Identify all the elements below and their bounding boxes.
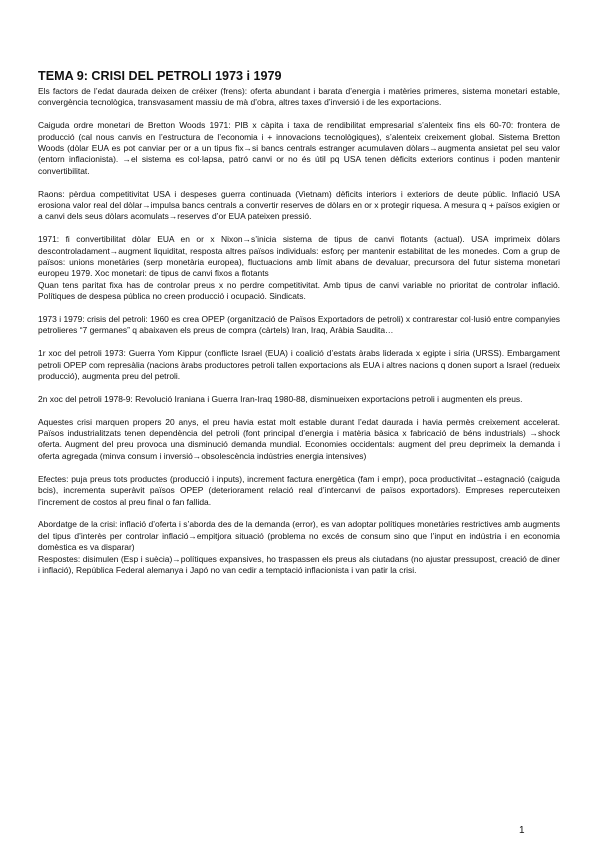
paragraph-primer-xoc: 1r xoc del petroli 1973: Guerra Yom Kippur (conflicte Israel (EUA) i coalició d’estats àrabs liderada x egipte i síria (URSS). Embargament petroli OPEP com represàlia (nacions àrabs productores petroli tallen exportacions als EUA i altres nacions q donen suport a Israel (redueix producció), augmenta preu del petroli. [38, 348, 560, 382]
paragraph-aquestes-crisi: Aquestes crisi marquen propers 20 anys, el preu havia estat molt estable durant l’edat daurada i havia permès creixement accelerat. Països industrialitzats tenen dependència del petroli (font principal d’energia i matèria bàsica x fabricació de béns industrials) →shock oferta. Augment del preu provoca una disminució demanda mundial. Economies occidentals: augment del preu deprimeix la demanda i oferta agregada (minva consum i inversió→obsolescència indústries energia intensives) [38, 416, 560, 461]
paragraph-raons: Raons: pèrdua competitivitat USA i despeses guerra continuada (Vietnam) dèficits interiors i exteriors de deute públic. Inflació USA erosiona valor real del dòlar→impulsa bancs centrals a convertir reserves de dòlars en or x protegir riquesa. A mesura q + països exigien or a canvi dels seus dòlars acomulats→reserves d’or EUA pateixen pressió. [38, 188, 560, 222]
paragraph-respostes: Respostes: disimulen (Esp i suècia)→polítiques expansives, ho traspassen els preus als ciutadans (no ajustar pressupost, creació de diner i inflació), República Federal alemanya i Japó no van cedir a temptació inflacionista i van patir la crisi. [38, 553, 560, 575]
paragraph-crisis-petroli: 1973 i 1979: crisis del petroli: 1960 es crea OPEP (organització de Països Exportadors de petroli) x contrarestar col·lusió entre companyies petrolieres “7 germanes” q abaixaven els preus de compra (càrtels) Iran, Iraq, Aràbia Saudita… [38, 314, 560, 336]
paragraph-bretton-woods: Caiguda ordre monetari de Bretton Woods 1971: PIB x càpita i taxa de rendibilitat empresarial s’alenteix fins els 60-70: frontera de producció (cal nous canvis en l’estructura de l’economia i + innovacions tecnològiques), s’alenteix creixement global. Sistema Bretton Woods (dòlar EUA es pot canviar per or a un tipus fix→si bancs centrals estranger acumulaven dòlars→augmenta ansietat pel seu valor (entorn inflacionista). →el sistema es col·lapsa, patró canvi or no és útil pq USA tenen dèficits exteriors continus i poden mantenir convertibilitat. [38, 120, 560, 176]
paragraph-intro-factors: Els factors de l’edat daurada deixen de créixer (frens): oferta abundant i barata d’energia i matèries primeres, sistema monetari estable, convergència tecnològica, transvasament massiu de mà d’obra, altres taxes d’inversió i de les exportacions. [38, 86, 560, 108]
paragraph-abordatge: Abordatge de la crisi: inflació d’oferta i s’aborda des de la demanda (error), es van adoptar polítiques monetàries restrictives amb augments del tipus d’interès per controlar inflació→empitjora situació (problema no excés de consum sino que l’input en indústria i en economia domèstica es va disparar) [38, 519, 560, 553]
document-page [38, 68, 560, 576]
paragraph-efectes: Efectes: puja preus tots productes (producció i inputs), increment factura energètica (fam i empr), poca productivitat→estagnació (caiguda bcis), incrementa superàvit països OPEP (deteriorament relació real d’intercanvi de països exportadors). Empreses repercuteixen l’increment de costos al preu final o fan fallida. [38, 473, 560, 507]
page-number: 1 [519, 825, 525, 836]
paragraph-segon-xoc: 2n xoc del petroli 1978-9: Revolució Iraniana i Guerra Iran-Iraq 1980-88, disminueixen exportacions petroli i augmenten els preus. [38, 393, 523, 404]
document-title: TEMA 9: CRISI DEL PETROLI 1973 i 1979 [38, 69, 282, 83]
paragraph-1971: 1971: fi convertibilitat dòlar EUA en or x Nixon→s’inicia sistema de tipus de canvi flotants (actual). USA imprimeix dòlars descontroladament→augment liquiditat, resposta altres països individuals: esforç per mantenir estabilitat de les monedes. Com a grup de països: unions monetàries (serp monetària europea), fluctuacions amb límit abans de devaluar, precursora del futur sistema monetari europeu 1979. Xoc monetari: de tipus de canvi fixos a flotants [38, 234, 560, 279]
paragraph-paritat-fixa: Quan tens paritat fixa has de controlar preus x no perdre competitivitat. Amb tipus de canvi variable no prioritat de controlar inflació. Polítiques de despesa pública no creen producció i ocupació. Sindicats. [38, 279, 560, 302]
